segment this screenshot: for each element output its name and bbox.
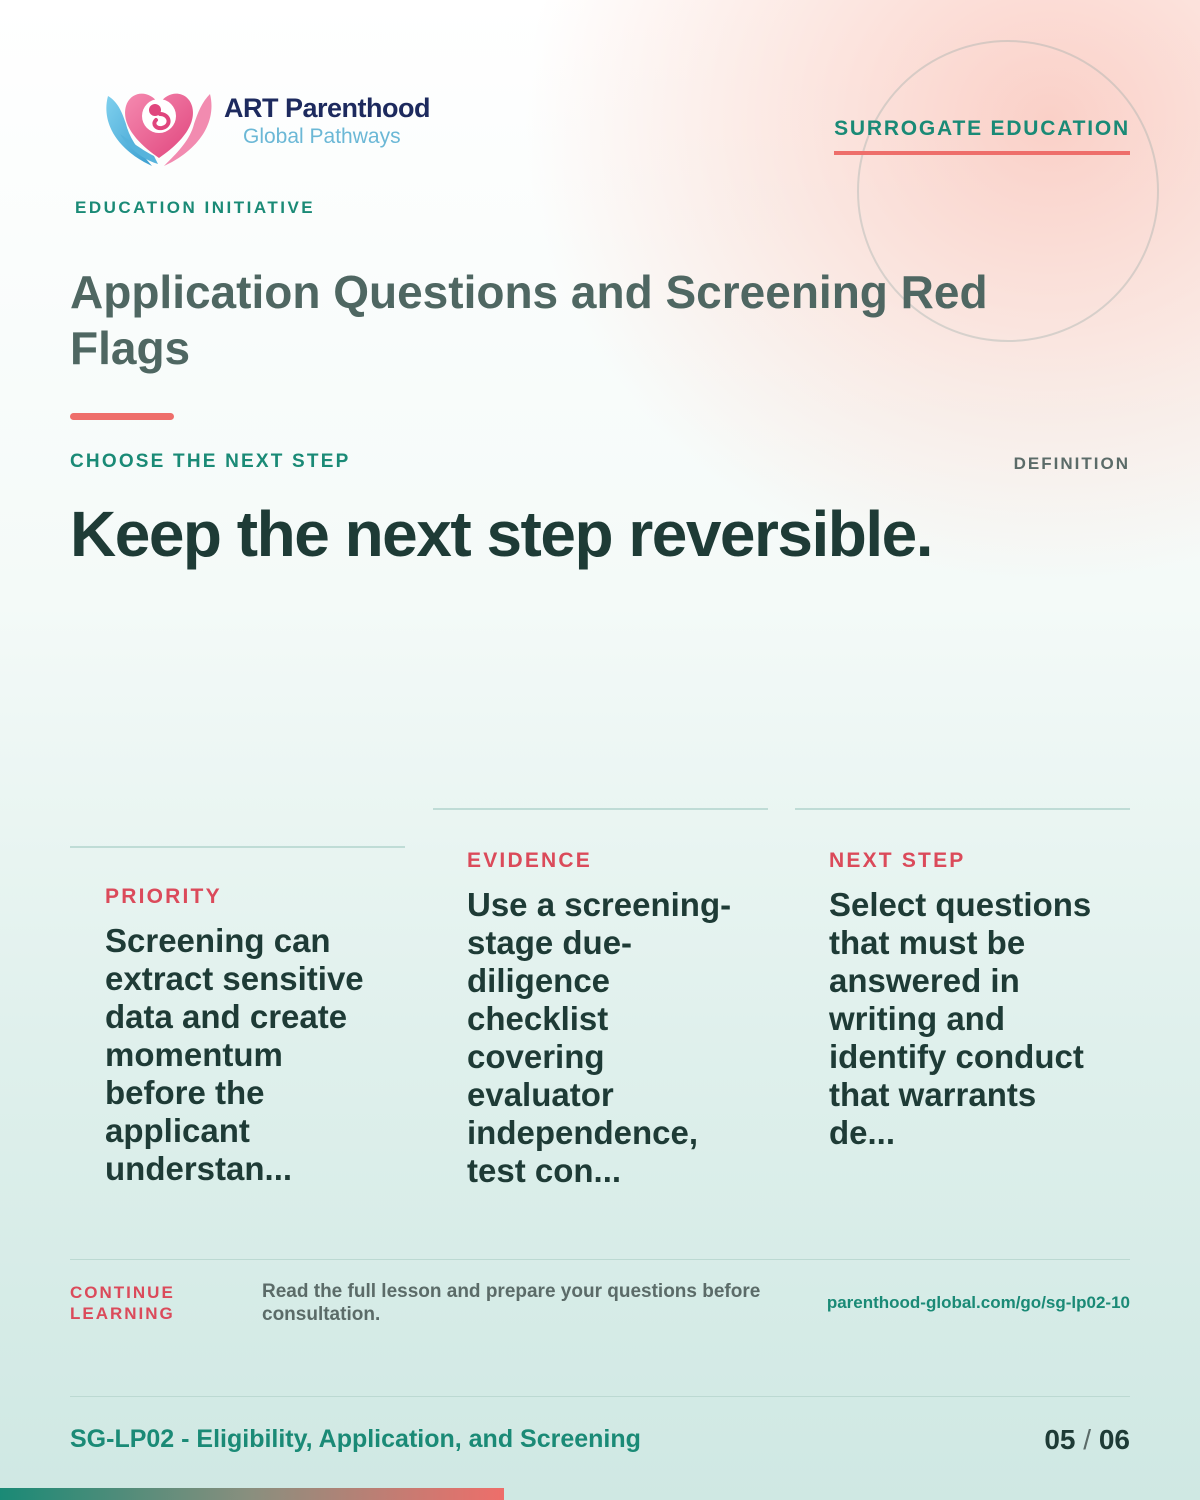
brand-subtitle: Global Pathways	[243, 125, 401, 148]
lesson-link[interactable]: parenthood-global.com/go/sg-lp02-10	[826, 1293, 1130, 1312]
next-step-card	[795, 808, 1130, 1152]
page-title: Application Questions and Screening Red Flags	[70, 266, 988, 374]
progress-bar	[0, 1488, 504, 1500]
divider	[70, 1259, 1130, 1260]
divider	[70, 1396, 1130, 1397]
category-tag: SURROGATE EDUCATION	[834, 117, 1130, 155]
card-text: Select questions that must be answered in writing and identify conduct that warrants de...	[829, 886, 1092, 1151]
priority-card	[70, 846, 405, 1188]
card-text: Screening can extract sensitive data and create momentum before the applicant understan...	[105, 922, 364, 1187]
page-current: 05	[1044, 1424, 1076, 1455]
page-total: 06	[1098, 1424, 1130, 1455]
brand-name: ART Parenthood	[224, 93, 430, 123]
continue-learning-label: CONTINUE LEARNING	[70, 1283, 175, 1323]
page-indicator	[1044, 1424, 1130, 1456]
hands-heart-logo-icon	[100, 74, 218, 172]
card-label: NEXT STEP	[829, 849, 966, 872]
page-separator: /	[1083, 1424, 1092, 1455]
headline: Keep the next step reversible.	[70, 498, 933, 570]
step-label: CHOOSE THE NEXT STEP	[70, 451, 351, 472]
card-text: Use a screening-stage due-diligence checklist covering evaluator independence, test con...	[467, 886, 732, 1189]
card-label: EVIDENCE	[467, 849, 592, 872]
title-accent-bar	[70, 413, 174, 420]
cta-text: Read the full lesson and prepare your questions before consultation.	[262, 1281, 761, 1325]
education-initiative-kicker: EDUCATION INITIATIVE	[75, 198, 316, 217]
module-title: SG-LP02 - Eligibility, Application, and Screening	[70, 1425, 641, 1453]
step-type-label: DEFINITION	[1013, 454, 1130, 473]
card-label: PRIORITY	[105, 885, 222, 908]
evidence-card	[433, 808, 768, 1190]
